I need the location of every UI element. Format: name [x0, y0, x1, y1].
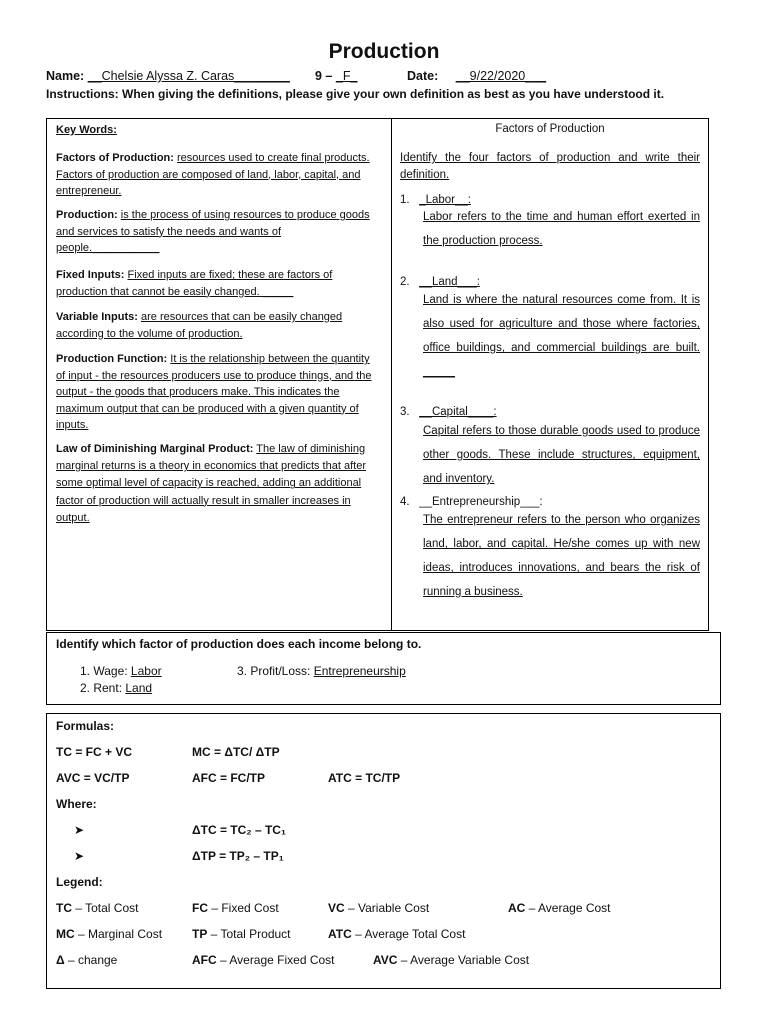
- key-word-definition: is the process of using resources to produce goods and services to satisfy the needs and wants of people.___________: [56, 209, 370, 254]
- income-answer: Labor: [130, 664, 162, 678]
- key-word-term: Law of Diminishing Marginal Product:: [56, 443, 254, 455]
- legend-item-mc: MC – Marginal Cost: [56, 927, 163, 941]
- formula-mc: MC = ΔTC/ ΔTP: [192, 745, 280, 759]
- factors-heading: Factors of Production: [495, 123, 605, 135]
- legend-item-tc: TC – Total Cost: [56, 901, 139, 915]
- key-word-term: Production Function:: [56, 353, 168, 365]
- factor-2-definition: Land is where the natural resources come from. It is also used for agriculture and those where factories, office buildings, and commercial buildings are built. _____: [423, 294, 700, 378]
- factor-4-definition: The entrepreneur refers to the person who organizes land, labor, and capital. He/she comes up with new ideas, introduces innovations, and bears the risk of running a business.: [423, 514, 700, 598]
- legend-item-atc: ATC – Average Total Cost: [328, 927, 466, 941]
- date-value: __9/22/2020___: [455, 69, 547, 83]
- key-word-term: Fixed Inputs:: [56, 269, 125, 281]
- date-label: Date:: [407, 69, 439, 83]
- income-label: 1. Wage:: [80, 664, 128, 678]
- key-word-term: Factors of Production:: [56, 152, 174, 164]
- income-item-rent: [80, 681, 152, 695]
- formula-afc: AFC = FC/TP: [192, 771, 266, 785]
- grade-value: _F_: [335, 69, 358, 83]
- factor-name: __Land___:: [419, 276, 480, 288]
- arrow-bullet-icon: ➤: [74, 823, 85, 837]
- grade-row: [315, 69, 357, 83]
- key-word-variable-inputs: [56, 309, 380, 342]
- factor-name: __Capital____:: [419, 406, 497, 418]
- name-value: __Chelsie Alyssa Z. Caras________: [87, 69, 290, 83]
- where-label: Where:: [56, 797, 97, 811]
- legend-item-delta: Δ – change: [56, 953, 118, 967]
- key-word-factors-of-production: [56, 150, 380, 200]
- key-word-definition: are resources that can be easily changed according to the volume of production.: [56, 311, 343, 340]
- factor-number: 3.: [400, 406, 410, 418]
- formula-avc: AVC = VC/TP: [56, 771, 130, 785]
- key-word-definition: It is the relationship between the quantity of input - the resources producers use to produce things, and the output - the goods that producers make. This indicates the maximum output that can be produced with a given quantity of inputs.: [56, 353, 372, 431]
- factor-number: 1.: [400, 194, 410, 206]
- formula-atc: ATC = TC/TP: [328, 771, 401, 785]
- factor-1-definition: Labor refers to the time and human effort exerted in the production process.: [423, 211, 700, 247]
- grade-label: 9 –: [315, 69, 333, 83]
- formulas-heading: Formulas:: [56, 719, 115, 733]
- key-word-term: Production:: [56, 209, 118, 221]
- income-prompt: Identify which factor of production does each income belong to.: [56, 637, 422, 651]
- date-row: [407, 69, 546, 83]
- factor-4-label: [400, 496, 700, 508]
- factor-3-definition: Capital refers to those durable goods used to produce other goods. These include structures, equipment, and inventory.: [423, 425, 700, 485]
- income-answer: Entrepreneurship: [313, 664, 406, 678]
- page-title: Production: [328, 40, 440, 63]
- factor-name: _Labor__:: [419, 194, 471, 206]
- arrow-bullet-icon: ➤: [74, 849, 85, 863]
- formula-delta-tc: ΔTC = TC₂ – TC₁: [192, 823, 286, 837]
- key-word-fixed-inputs: [56, 267, 380, 300]
- key-words-heading: Key Words:: [56, 124, 117, 136]
- legend-item-avc: AVC – Average Variable Cost: [373, 953, 530, 967]
- legend-item-vc: VC – Variable Cost: [328, 901, 430, 915]
- name-label: Name:: [46, 69, 85, 83]
- income-label: 2. Rent:: [80, 681, 123, 695]
- legend-item-ac: AC – Average Cost: [508, 901, 611, 915]
- income-item-wage: [80, 664, 162, 678]
- income-answer: Land: [125, 681, 153, 695]
- factors-prompt: Identify the four factors of production and write their definition.: [400, 152, 700, 181]
- key-word-term: Variable Inputs:: [56, 311, 138, 323]
- key-word-production-function: [56, 351, 380, 434]
- key-word-definition: Fixed inputs are fixed; these are factors of production that cannot be easily changed. _____: [56, 269, 333, 298]
- factor-number: 4.: [400, 496, 410, 508]
- formula-box: [46, 713, 721, 989]
- legend-item-afc: AFC – Average Fixed Cost: [192, 953, 335, 967]
- name-row: [46, 69, 290, 83]
- key-word-definition: resources used to create final products. Factors of production are composed of land, labor, capital, and entrepreneur.: [56, 152, 370, 197]
- income-item-profit-loss: [237, 664, 406, 678]
- factor-number: 2.: [400, 276, 410, 288]
- instructions: Instructions: When giving the definitions, please give your own definition as best as you have understood it.: [46, 87, 665, 101]
- income-label: 3. Profit/Loss:: [237, 664, 311, 678]
- legend-item-tp: TP – Total Product: [192, 927, 291, 941]
- factor-3-label: [400, 406, 700, 418]
- key-word-definition: The law of diminishing marginal returns is a theory in economics that predicts that after some optimal level of capacity is reached, adding an additional factor of production will actually result in smaller increases in output.: [56, 443, 366, 524]
- factor-name: __Entrepreneurship___:: [419, 496, 543, 508]
- legend-item-fc: FC – Fixed Cost: [192, 901, 279, 915]
- formula-tc: TC = FC + VC: [56, 745, 133, 759]
- factor-2-label: [400, 276, 700, 288]
- formula-delta-tp: ΔTP = TP₂ – TP₁: [192, 849, 284, 863]
- key-word-law-of-diminishing-marginal-product: [56, 441, 380, 527]
- key-word-production: [56, 207, 380, 257]
- legend-label: Legend:: [56, 875, 103, 889]
